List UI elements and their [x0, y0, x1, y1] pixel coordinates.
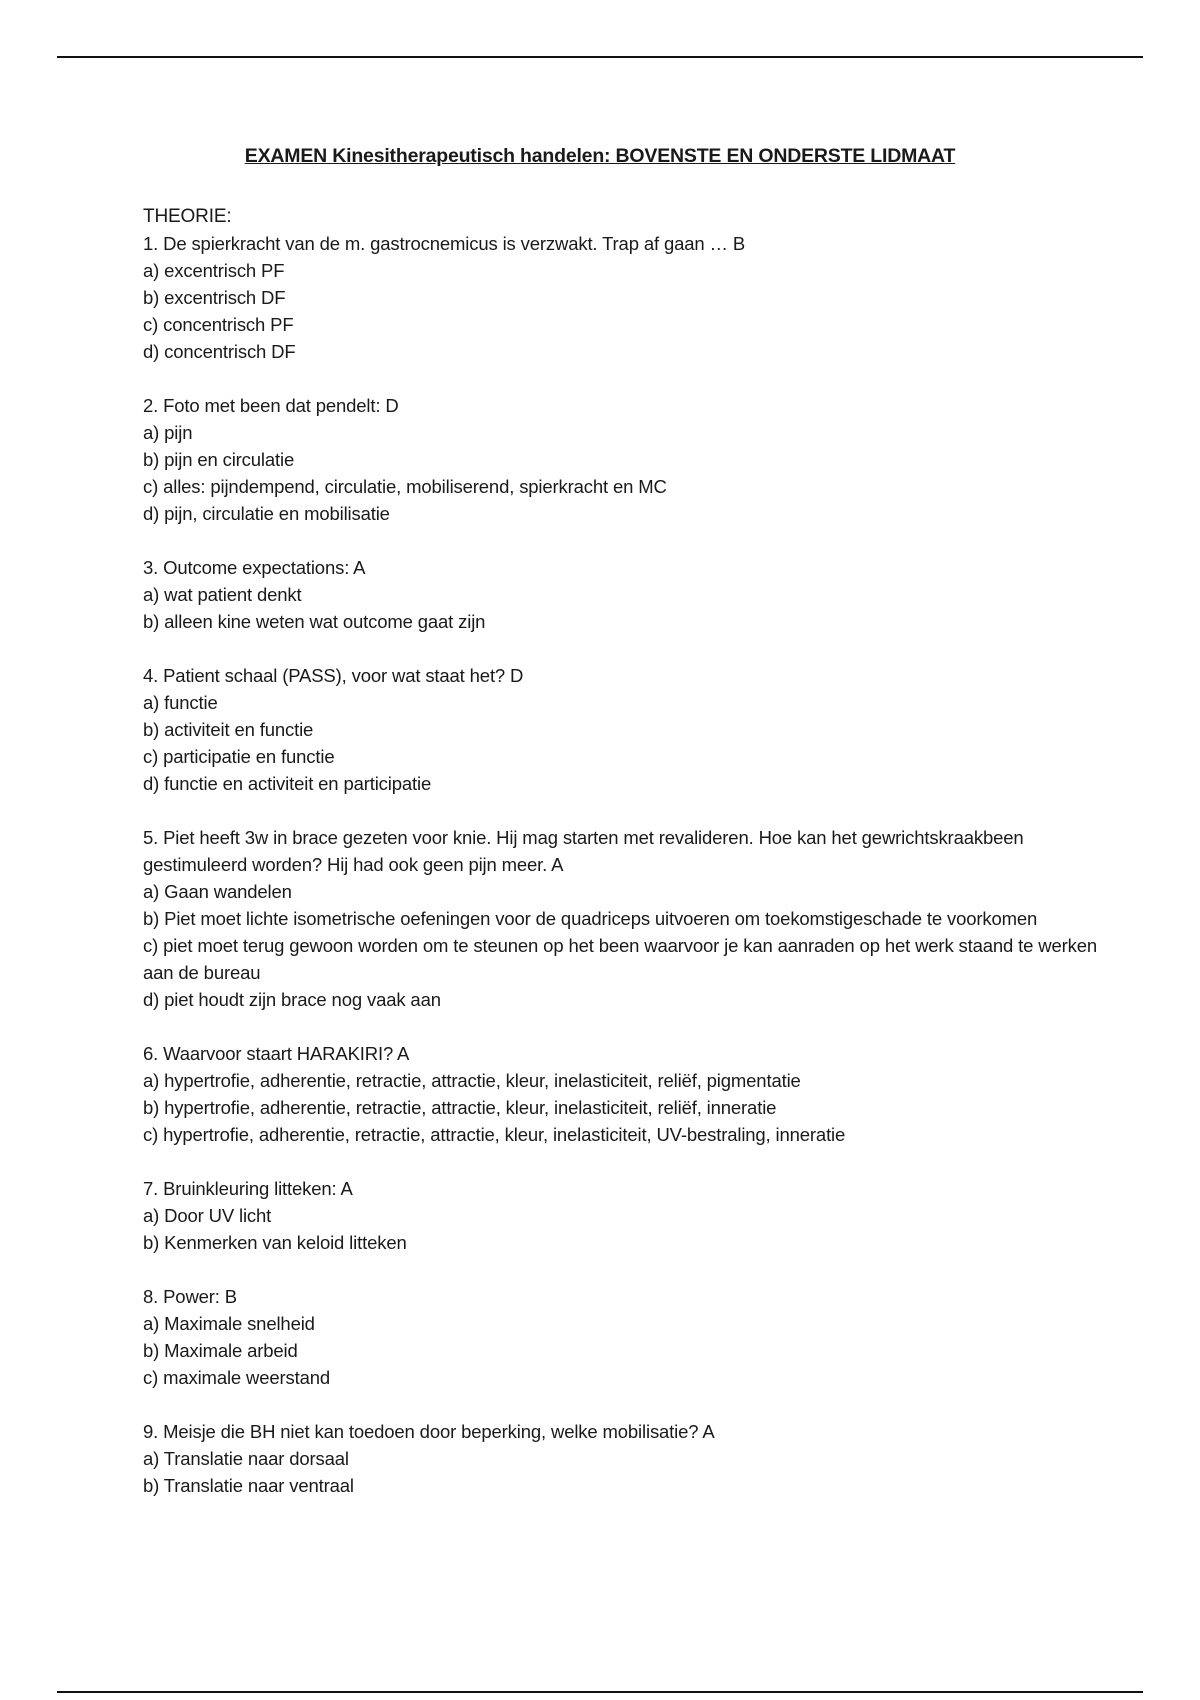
answer-option: d) concentrisch DF [143, 341, 296, 362]
answer-option: b) activiteit en functie [143, 719, 314, 740]
question-6 [143, 1040, 1103, 1148]
question-8 [143, 1283, 1103, 1391]
question-text: 5. Piet heeft 3w in brace gezeten voor knie. Hij mag starten met revalideren. Hoe kan het gewrichtskraakbeen gestimuleerd worden? Hij had ook geen pijn meer. A [143, 827, 1024, 875]
answer-option: c) participatie en functie [143, 746, 335, 767]
answer-option: a) functie [143, 692, 218, 713]
answer-option: b) Piet moet lichte isometrische oefeningen voor de quadriceps uitvoeren om toekomstigeschade te voorkomen [143, 908, 1038, 929]
question-1 [143, 230, 1103, 365]
question-text: 3. Outcome expectations: A [143, 557, 366, 578]
question-5 [143, 824, 1103, 1013]
question-text: 1. De spierkracht van de m. gastrocnemicus is verzwakt. Trap af gaan … B [143, 233, 746, 254]
question-9 [143, 1418, 1103, 1499]
document-body [143, 203, 1103, 1526]
question-text: 8. Power: B [143, 1286, 237, 1307]
answer-option: a) wat patient denkt [143, 584, 302, 605]
question-2 [143, 392, 1103, 527]
question-3 [143, 554, 1103, 635]
answer-option: d) pijn, circulatie en mobilisatie [143, 503, 390, 524]
answer-option: c) hypertrofie, adherentie, retractie, attractie, kleur, inelasticiteit, UV-bestraling, inneratie [143, 1124, 846, 1145]
question-text: 9. Meisje die BH niet kan toedoen door beperking, welke mobilisatie? A [143, 1421, 715, 1442]
question-text: 7. Bruinkleuring litteken: A [143, 1178, 353, 1199]
answer-option: a) Maximale snelheid [143, 1313, 315, 1334]
answer-option: a) Translatie naar dorsaal [143, 1448, 349, 1469]
document-title: EXAMEN Kinesitherapeutisch handelen: BOVENSTE EN ONDERSTE LIDMAAT [244, 145, 956, 167]
answer-option: c) concentrisch PF [143, 314, 294, 335]
section-label: THEORIE: [143, 206, 232, 227]
answer-option: a) Door UV licht [143, 1205, 272, 1226]
question-4 [143, 662, 1103, 797]
question-7 [143, 1175, 1103, 1256]
answer-option: d) piet houdt zijn brace nog vaak aan [143, 989, 441, 1010]
answer-option: a) excentrisch PF [143, 260, 285, 281]
answer-option: b) excentrisch DF [143, 287, 286, 308]
question-text: 2. Foto met been dat pendelt: D [143, 395, 399, 416]
question-text: 4. Patient schaal (PASS), voor wat staat het? D [143, 665, 524, 686]
question-list [143, 230, 1103, 1499]
answer-option: c) maximale weerstand [143, 1367, 331, 1388]
answer-option: b) Translatie naar ventraal [143, 1475, 354, 1496]
question-text: 6. Waarvoor staart HARAKIRI? A [143, 1043, 410, 1064]
answer-option: d) functie en activiteit en participatie [143, 773, 432, 794]
answer-option: b) Kenmerken van keloid litteken [143, 1232, 407, 1253]
answer-option: a) pijn [143, 422, 193, 443]
answer-option: b) alleen kine weten wat outcome gaat zijn [143, 611, 486, 632]
answer-option: b) Maximale arbeid [143, 1340, 298, 1361]
answer-option: b) pijn en circulatie [143, 449, 295, 470]
answer-option: b) hypertrofie, adherentie, retractie, attractie, kleur, inelasticiteit, reliëf, inneratie [143, 1097, 777, 1118]
answer-option: c) alles: pijndempend, circulatie, mobiliserend, spierkracht en MC [143, 476, 667, 497]
bottom-rule [57, 1691, 1143, 1693]
answer-option: c) piet moet terug gewoon worden om te steunen op het been waarvoor je kan aanraden op het werk staand te werken aan de bureau [143, 935, 1098, 983]
answer-option: a) hypertrofie, adherentie, retractie, attractie, kleur, inelasticiteit, reliëf, pigmentatie [143, 1070, 801, 1091]
top-rule [57, 56, 1143, 58]
answer-option: a) Gaan wandelen [143, 881, 292, 902]
